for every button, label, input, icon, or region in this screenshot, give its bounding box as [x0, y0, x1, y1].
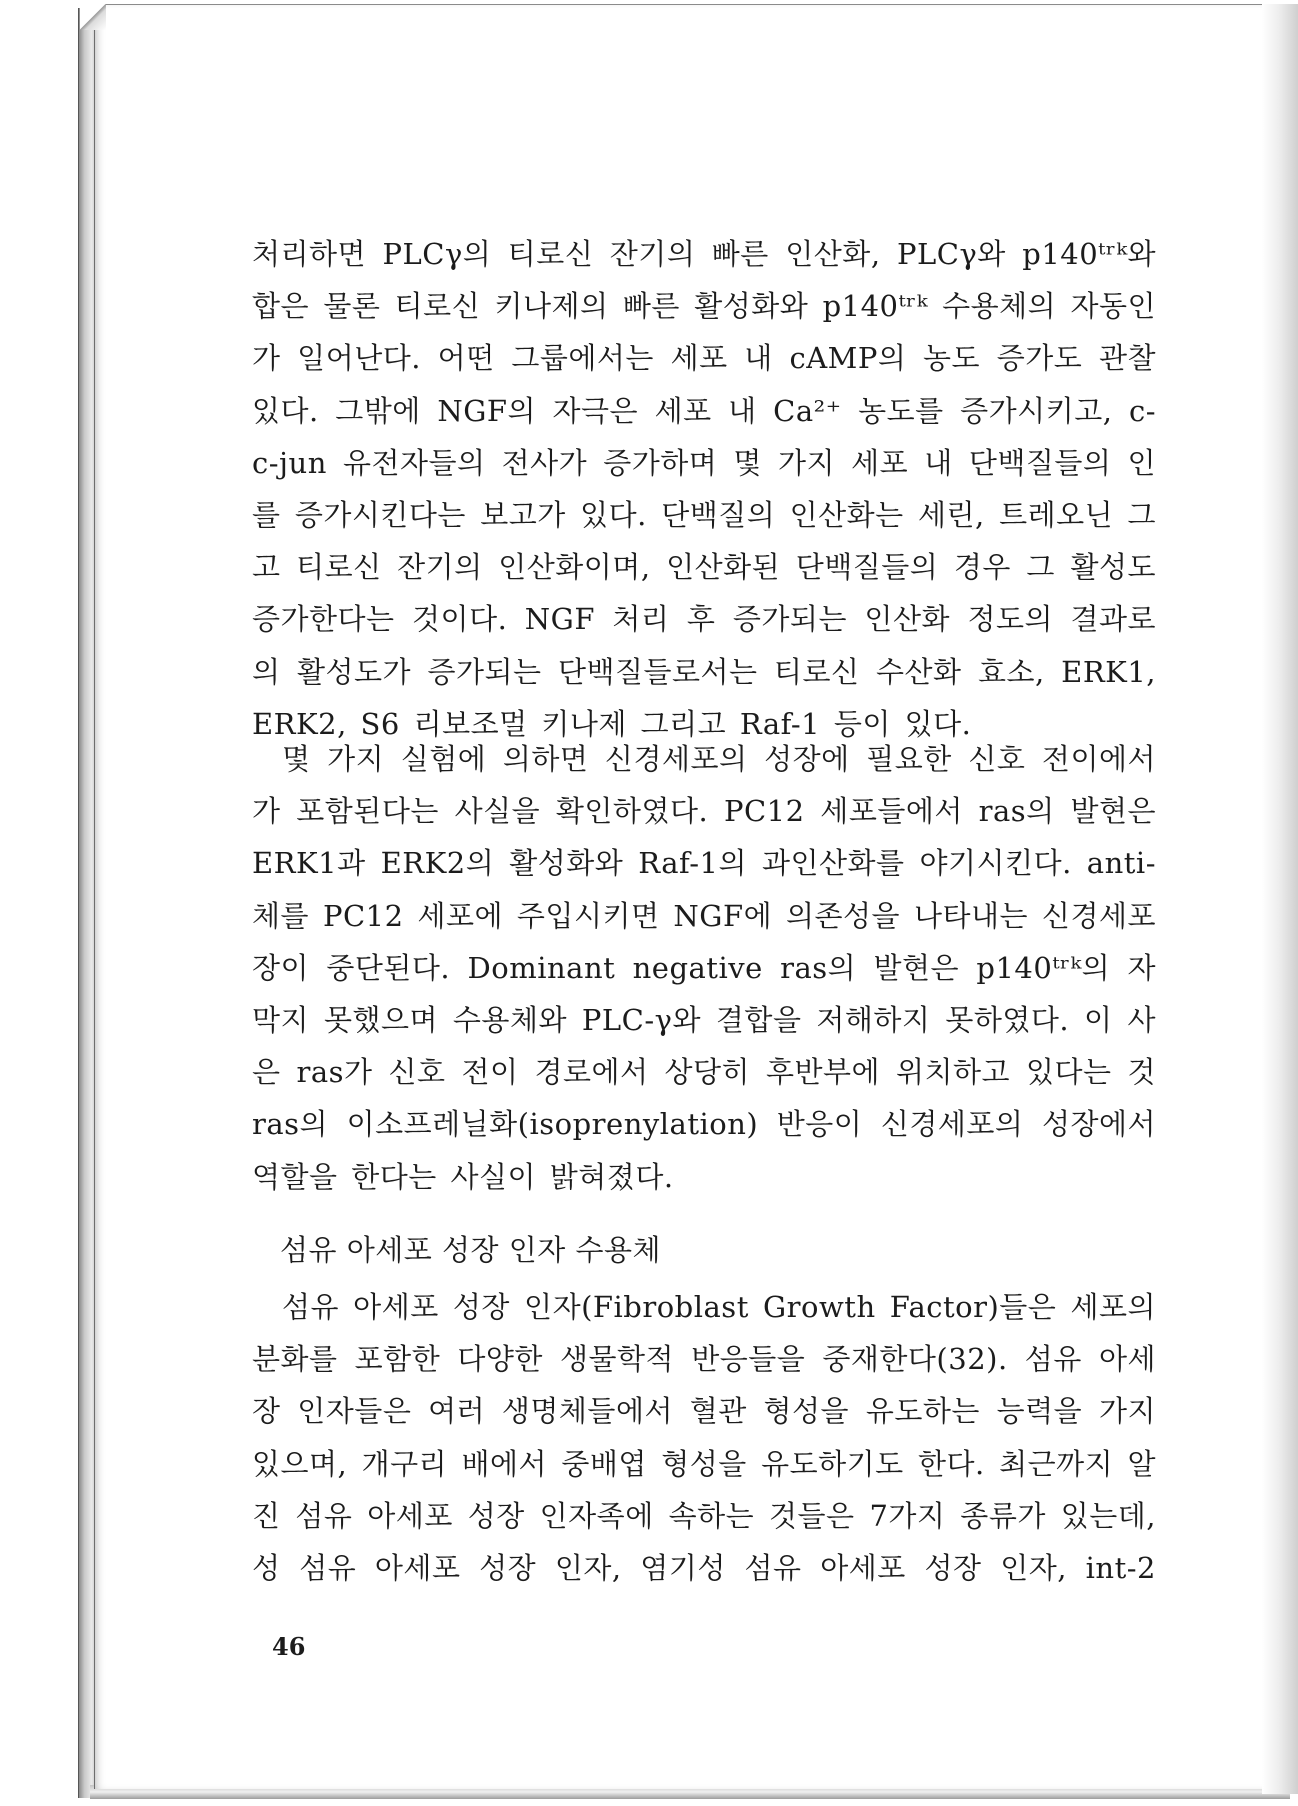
text-line: 막지 못했으며 수용체와 PLC-γ와 결합을 저해하지 못하였다. 이 사: [252, 1002, 1156, 1037]
text-line: 고 티로신 잔기의 인산화이며, 인산화된 단백질들의 경우 그 활성도: [252, 550, 1156, 585]
text-line: c-jun 유전자들의 전사가 증가하며 몇 가지 세포 내 단백질들의 인: [252, 445, 1156, 480]
text-line: 몇 가지 실험에 의하면 신경세포의 성장에 필요한 신호 전이에서: [282, 742, 1156, 776]
corner-fold: [80, 4, 106, 30]
page-number: 46: [272, 1632, 306, 1661]
text-line: 처리하면 PLCγ의 티로신 잔기의 빠른 인산화, PLCγ와 p140ᵗʳᵏ와: [252, 237, 1156, 271]
text-line: 의 활성도가 증가되는 단백질들로서는 티로신 수산화 효소, ERK1,: [252, 654, 1156, 689]
text-line: 체를 PC12 세포에 주입시키면 NGF에 의존성을 나타내는 신경세포: [252, 898, 1156, 933]
text-line: 있다. 그밖에 NGF의 자극은 세포 내 Ca²⁺ 농도를 증가시키고, c-: [252, 393, 1156, 428]
text-line: 합은 물론 티로신 키나제의 빠른 활성화와 p140ᵗʳᵏ 수용체의 자동인: [252, 289, 1156, 324]
text-line: ERK2, S6 리보조멀 키나제 그리고 Raf-1 등이 있다.: [252, 706, 972, 741]
text-line: ERK1과 ERK2의 활성화와 Raf-1의 과인산화를 야기시킨다. anti-: [252, 846, 1156, 881]
text-line: ras의 이소프레닐화(isoprenylation) 반응이 신경세포의 성장에서: [252, 1107, 1156, 1142]
text-line: 역할을 한다는 사실이 밝혀졌다.: [252, 1159, 674, 1194]
text-line: 를 증가시킨다는 보고가 있다. 단백질의 인산화는 세린, 트레오닌 그: [252, 497, 1156, 532]
paragraph-2: [252, 733, 1156, 1203]
text-line: 증가한다는 것이다. NGF 처리 후 증가되는 인산화 정도의 결과로: [252, 602, 1156, 637]
paragraph-1: [252, 228, 1156, 750]
text-line: 성 섬유 아세포 성장 인자, 염기성 섬유 아세포 성장 인자, int-2: [252, 1550, 1156, 1585]
section-heading: 섬유 아세포 성장 인자 수용체: [280, 1233, 662, 1267]
text-line: 섬유 아세포 성장 인자(Fibroblast Growth Factor)들은 세포의: [282, 1290, 1156, 1324]
text-line: 진 섬유 아세포 성장 인자족에 속하는 것들은 7가지 종류가 있는데,: [252, 1498, 1156, 1533]
text-line: 있으며, 개구리 배에서 중배엽 형성을 유도하기도 한다. 최근까지 알: [252, 1446, 1156, 1481]
text-line: 분화를 포함한 다양한 생물학적 반응들을 중재한다(32). 섬유 아세: [252, 1342, 1156, 1377]
paragraph-3: [252, 1281, 1156, 1594]
text-line: 가 일어난다. 어떤 그룹에서는 세포 내 cAMP의 농도 증가도 관찰: [252, 341, 1156, 376]
text-line: 장이 중단된다. Dominant negative ras의 발현은 p140ᵗʳᵏ의 자: [252, 950, 1156, 985]
text-line: 장 인자들은 여러 생명체들에서 혈관 형성을 유도하는 능력을 가지: [252, 1394, 1156, 1429]
text-line: 은 ras가 신호 전이 경로에서 상당히 후반부에 위치하고 있다는 것: [252, 1055, 1156, 1090]
text-line: 가 포함된다는 사실을 확인하였다. PC12 세포들에서 ras의 발현은: [252, 794, 1156, 829]
page-right-edge: [1262, 4, 1298, 1794]
